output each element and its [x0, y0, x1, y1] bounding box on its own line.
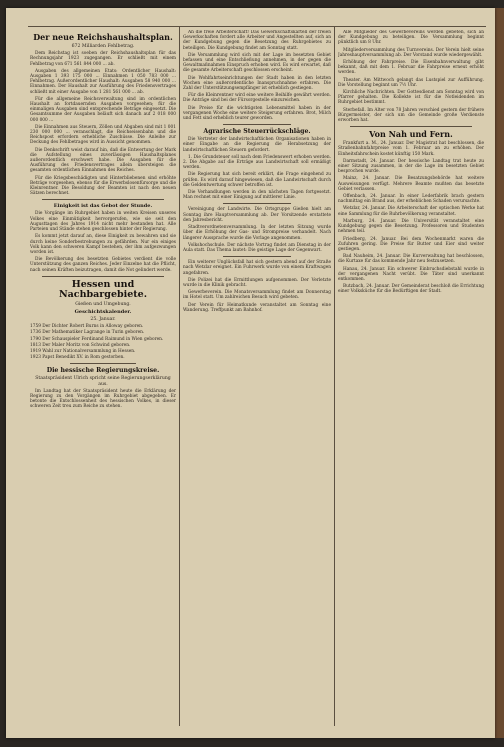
paragraph: 1. Die Grundsteuer soll nach dem Friedenswert erhoben werden. 2. Die Abgabe auf die Erträge aus Landwirtschaft soll ermäßigt werden.	[183, 154, 331, 171]
paragraph: Die Einnahmen aus Steuern, Zöllen und Abgaben sind mit 1 001 230 000 000 ... veranschlagt, die Reichseisenbahn und die Reichspost erfordern erhebliche Zuschüsse. Die Anleihe zur Deckung des Fehlbetrages wird in Aussicht genommen.	[30, 124, 176, 146]
paragraph: Ausgaben des allgemeinen Etats: Ordentlicher Haushalt: Ausgaben 1 393 175 000 ... Einnahmen 1 050 783 000 ... Fehlbetrag. Außerordentlicher Haushalt: Ausgaben 58 940 000 ... Einnahmen. Der Haushalt zur Ausführung des Friedensvertrages schließt mit einer Ausgabe von 1 281 561 000 ... ab.	[30, 68, 176, 95]
paragraph: Hanau, 24. Januar. Ein schwerer Einbruchsdiebstahl wurde in der vergangenen Nacht verübt. Die Täter sind unerkannt entkommen.	[338, 266, 484, 282]
paragraph: Ein weiterer Unglücksfall hat sich gestern abend auf der Straße nach Wetzlar ereignet. Ein Fuhrwerk wurde von einem Kraftwagen angefahren.	[183, 260, 331, 276]
paragraph: Sterbefall. Im Alter von 78 Jahren verschied gestern der frühere Bürgermeister, der sich um die Gemeinde große Verdienste erworben hat.	[338, 107, 484, 124]
calendar-entry: 1736 Der Mathematiker Lagrange in Turin geboren.	[30, 330, 145, 336]
paragraph: Im Landtag hat der Staatspräsident heute die Erklärung der Regierung zu den Vorgängen im Ruhrgebiet abgegeben. Er betonte die Entschlossenheit des hessischen Volkes, in dieser schweren Zeit treu zum Reiche zu stehen.	[30, 388, 176, 410]
paragraph: Mainz, 24. Januar. Die Besatzungsbehörde hat weitere Ausweisungen verfügt. Mehrere Beamte mußten das besetzte Gebiet verlassen.	[338, 176, 484, 192]
section-headline: Hessen und Nachbargebiete.	[58, 278, 148, 300]
paragraph: Friedberg, 24. Januar. Bei dem Wochenmarkt waren die Zufuhren gering. Die Preise für Butter und Eier sind weiter gestiegen.	[338, 236, 484, 252]
calendar-entry: 1790 Der Schauspieler Ferdinand Raimund in Wien geboren.	[30, 336, 164, 342]
paragraph: Die Preise für die wichtigsten Lebensmittel haben in der vergangenen Woche eine weitere Steigerung erfahren. Brot, Milch und Fett sind erheblich teurer geworden.	[183, 105, 331, 122]
paragraph: Für die allgemeine Reichsverwaltung sind im ordentlichen Haushalt an fortdauernden Ausgaben vorgesehen; für die einmaligen Ausgaben sind entsprechende Beträge eingesetzt. Die Gesamtsumme der Ausgaben beläuft sich danach auf 2 018 000 000 000 ...	[30, 96, 176, 123]
paragraph: Die Bevölkerung des besetzten Gebietes verdient die volle Unterstützung des ganzen Reiches. Jeder Einzelne hat die Pflicht, nach seinen Kräften beizutragen, damit die Not gelindert werde.	[30, 257, 176, 273]
calendar-entry: 1919 Wahl zur Nationalversammlung in Hessen.	[30, 348, 136, 354]
paragraph: Die Polizei hat die Ermittlungen aufgenommen. Der Verletzte wurde in die Klinik gebracht.	[183, 277, 331, 288]
header-rule	[28, 26, 486, 27]
calendar-entry: 1759 Der Dichter Robert Burns in Alloway geboren.	[30, 324, 144, 330]
paragraph: Die Wohlfahrtseinrichtungen der Stadt haben in den letzten Wochen eine außerordentliche Inanspruchnahme erfahren. Die Zahl der Unterstützungsempfänger ist erheblich gestiegen.	[183, 75, 331, 92]
divider	[350, 126, 472, 127]
paragraph: An die freie Arbeiterschaft! Das Gewerkschaftskartell der freien Gewerkschaften fordert alle Arbeiter und Angestellten auf, sich an der Kundgebung gegen die Besetzung des Ruhrgebietes zu beteiligen. Die Kundgebung findet am Sonntag statt.	[183, 30, 331, 51]
column-rule-1	[179, 26, 180, 726]
paragraph: Vereinigung der Landwirte. Die Ortsgruppe Gießen hielt am Sonntag ihre Hauptversammlung ab. Der Vorsitzende erstattete den Jahresbericht.	[183, 207, 331, 223]
calendar-list	[30, 324, 176, 360]
divider	[42, 276, 164, 277]
article-headline: Die hessische Regierungskreise.	[46, 367, 160, 375]
newspaper-page	[6, 8, 495, 738]
paragraph: Stadtverordnetenversammlung. In der letzten Sitzung wurde über die Erhöhung der Gas- und Strompreise verhandelt. Nach längerer Aussprache wurde die Vorlage angenommen.	[183, 225, 331, 241]
paragraph: Für die Kriegsbeschädigten und Hinterbliebenen sind erhöhte Beträge vorgesehen, ebenso für die Erwerbslosenfürsorge und die Kleinrentner. Die Besoldung der Beamten ist nach den neuen Sätzen berechnet.	[30, 175, 176, 197]
paragraph: Dem Reichstag ist soeben der Reichshaushaltsplan für das Rechnungsjahr 1923 zugegangen. Er schließt mit einem Fehlbetrag von 671 561 844 000 ... ab.	[30, 51, 176, 67]
paragraph: Die Vorgänge im Ruhrgebiet haben in weiten Kreisen unseres Volkes eine Einmütigkeit hervorgerufen, wie sie seit den Augusttagen des Jahres 1914 nicht mehr bestanden hat. Alle Parteien und Stände stehen geschlossen hinter der Regierung.	[30, 211, 176, 233]
article-subheadline: Staatspräsident Ulrich spricht seine Regierungserklärung aus.	[35, 376, 171, 387]
paragraph: Die Vertreter der landwirtschaftlichen Organisationen haben in einer Eingabe an die Regierung die Herabsetzung der landwirtschaftlichen Steuern gefordert.	[183, 137, 331, 153]
paragraph: Volkshochschule. Der nächste Vortrag findet am Dienstag in der Aula statt. Das Thema lautet: Die geistige Lage der Gegenwart.	[183, 242, 331, 253]
column-rule-2	[334, 26, 335, 726]
binding-spine	[495, 8, 504, 738]
paragraph: Für die Kleinrentner wird eine weitere Beihilfe gewährt werden. Die Anträge sind bei der Fürsorgestelle einzureichen.	[183, 93, 331, 104]
divider	[42, 199, 164, 200]
calendar-entry: 1813 Der Maler Moritz von Schwind geboren.	[30, 342, 131, 348]
calendar-date: 25. Januar.	[90, 316, 116, 322]
divider	[70, 363, 136, 364]
paragraph: Alle Mitglieder des Gewerbevereins werden gebeten, sich an der Kundgebung zu beteiligen. Die Versammlung beginnt pünktlich um 8 Uhr.	[338, 30, 484, 46]
article-headline: Einigkeit ist das Gebot der Stunde.	[53, 203, 153, 210]
section-subheadline: Gießen und Umgebung.	[75, 301, 131, 307]
paragraph: Kirchliche Nachrichten. Der Gottesdienst am Sonntag wird von Pfarrer gehalten. Die Kollekte ist für die Notleidenden im Ruhrgebiet bestimmt.	[338, 90, 484, 106]
divider	[223, 203, 291, 204]
paragraph: Wetzlar, 24. Januar. Die Arbeiterschaft der optischen Werke hat eine Sammlung für die Ruhrbevölkerung veranstaltet.	[338, 206, 484, 217]
divider	[223, 256, 291, 257]
paragraph: Offenbach, 24. Januar. In einer Lederfabrik brach gestern nachmittag ein Brand aus, der erheblichen Schaden verursachte.	[338, 194, 484, 205]
divider	[223, 124, 291, 125]
paragraph: Theater. Am Mittwoch gelangt das Lustspiel zur Aufführung. Die Vorstellung beginnt um 7½ Uhr.	[338, 77, 484, 88]
paragraph: Die Regierung hat sich bereit erklärt, die Frage eingehend zu prüfen. Es wird darauf hingewiesen, daß die Landwirtschaft durch die Geldentwertung schwer betroffen ist.	[183, 172, 331, 188]
paragraph: Marburg, 24. Januar. Die Universität veranstaltet eine Kundgebung gegen die Besetzung. Professoren und Studenten nehmen teil.	[338, 218, 484, 235]
paragraph: Die Verhandlungen werden in den nächsten Tagen fortgesetzt. Man rechnet mit einer Einigung auf mittlerer Linie.	[183, 190, 331, 201]
column-left	[30, 30, 176, 730]
article-subheadline: 672 Milliarden Fehlbetrag.	[71, 44, 135, 49]
paragraph: Der Verein für Heimatkunde veranstaltet am Sonntag eine Wanderung. Treffpunkt am Bahnhof.	[183, 302, 331, 313]
paragraph: Es kommt jetzt darauf an, diese Einigkeit zu bewahren und sie durch keine Sonderbestrebungen zu gefährden. Nur ein einiges Volk kann den schweren Kampf bestehen, der ihm aufgezwungen worden ist.	[30, 234, 176, 255]
paragraph: Darmstadt, 24. Januar. Der hessische Landtag trat heute zu einer Sitzung zusammen, in der die Lage im besetzten Gebiet besprochen wurde.	[338, 158, 484, 175]
paragraph: Butzbach, 24. Januar. Der Gemeinderat beschloß die Errichtung einer Volksküche für die Bedürftigen der Stadt.	[338, 284, 484, 295]
article-headline: Agrarische Steuerrückschläge.	[203, 128, 311, 136]
calendar-entry: 1923 Papst Benedikt XV. in Rom gestorben.	[30, 355, 125, 361]
paragraph: Frankfurt a. M., 24. Januar. Der Magistrat hat beschlossen, die Straßenbahnfahrpreise vom 1. Februar an zu erhöhen. Der Einheitsfahrschein kostet künftig 150 Mark.	[338, 141, 484, 157]
article-headline: Der neue Reichshaushaltsplan.	[33, 32, 173, 42]
paragraph: Mitgliederversammlung des Turnvereins. Der Verein hielt seine Jahreshauptversammlung ab. Der Vorstand wurde wiedergewählt.	[338, 47, 484, 58]
calendar-heading: Geschichtskalender.	[74, 308, 132, 315]
section-headline: Von Nah und Fern.	[369, 129, 453, 140]
paragraph: Die Versammlung wird sich mit der Lage im besetzten Gebiet befassen und eine Entschließung annehmen, in der gegen die Gewaltmaßnahmen Einspruch erhoben wird. Es wird erwartet, daß die gesamte Arbeiterschaft geschlossen erscheint.	[183, 52, 331, 74]
paragraph: Gewerbeverein. Die Monatsversammlung findet am Donnerstag im Hotel statt. Um zahlreichen Besuch wird gebeten.	[183, 290, 331, 301]
paragraph: Bad Nauheim, 24. Januar. Die Kurverwaltung hat beschlossen, die Kurtaxe für das kommende Jahr neu festzusetzen.	[338, 254, 484, 265]
paragraph: Erhöhung der Fahrpreise. Die Eisenbahnverwaltung gibt bekannt, daß mit dem 1. Februar die Fahrpreise erneut erhöht werden.	[338, 60, 484, 76]
column-middle	[183, 30, 331, 730]
column-right	[338, 30, 484, 730]
paragraph: Die Denkschrift weist darauf hin, daß die Entwertung der Mark die Aufstellung eines zuverlässigen Haushaltsplanes außerordentlich erschwert habe. Die Ausgaben für die Ausführung des Friedensvertrages allein übersteigen die gesamten ordentlichen Einnahmen des Reiches.	[30, 147, 176, 174]
